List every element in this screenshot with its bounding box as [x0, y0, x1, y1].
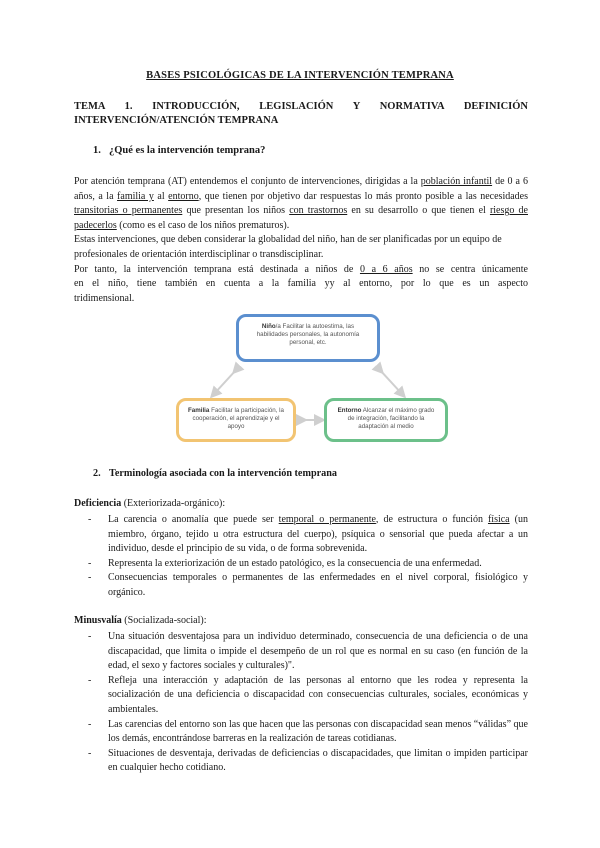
- list-item: - La carencia o anomalía que puede ser temporal o permanente, de estructura o función física (un miembro, órgano, tejido u otra estructura del cuerpo), psíquica o sensorial que pueda afectar a un individuo, desde el principio de su vida, o de forma sobrevenida.: [88, 514, 528, 555]
- tridimensional-diagram: [176, 312, 452, 442]
- diagram-box-entorno: Entorno Alcanzar el máximo grado de integración, facilitando la adaptación al medio: [324, 398, 448, 442]
- section1-number: 1.: [93, 145, 101, 156]
- list-item: - Representa la exteriorización de un estado patológico, es la consecuencia de una enfermedad.: [88, 557, 482, 569]
- tema-heading: [74, 100, 528, 128]
- list-item: - Las carencias del entorno son las que hacen que las personas con discapacidad sean menos “válidas” que los demás, encontrándose barreras en la realización de tareas cotidianas.: [88, 718, 528, 745]
- paragraph-definition: Por atención temprana (AT) entendemos el conjunto de intervenciones, dirigidas a la población infantil de 0 a 6 años, a la familia y al entorno, que tienen por objetivo dar respuestas lo más pronto posible a las necesidades transitorias o permanentes que presentan los niños con trastornos en su desarrollo o que tienen el riesgo de padecerlos (como es el caso de los niños prematuros).: [74, 176, 528, 231]
- link-trastornos: con trastornos: [289, 205, 348, 217]
- document-title: BASES PSICOLÓGICAS DE LA INTERVENCIÓN TEMPRANA: [146, 70, 454, 81]
- link-familia: familia y: [117, 190, 154, 202]
- minusvalia-term: Minusvalía: [74, 615, 122, 626]
- section1-body: [74, 175, 528, 306]
- deficiencia-term: Deficiencia: [74, 498, 122, 509]
- section1-heading: [93, 145, 265, 156]
- link-temporal-permanente: temporal o permanente: [278, 514, 376, 525]
- list-item: - Una situación desventajosa para un individuo determinado, consecuencia de una deficiencia o de una discapacidad, que limita o impide el desempeño de un rol que es normal en su caso (en función de la edad, el sexo y factores sociales y culturales)".: [88, 631, 528, 672]
- list-item: - Consecuencias temporales o permanentes de las enfermedades en el nivel corporal, fisiológico y orgánico.: [88, 572, 528, 598]
- paragraph-tridimensional: Por tanto, la intervención temprana está destinada a niños de 0 a 6 años no se centra únicamente en el niño, tiene también en cuenta a la familia yy al entorno, por lo que es un aspecto tridimensional.: [74, 263, 528, 304]
- link-entorno: entorno: [168, 190, 199, 202]
- tema-heading-line2: INTERVENCIÓN/ATENCIÓN TEMPRANA: [74, 115, 279, 126]
- list-item: - Situaciones de desventaja, derivadas de deficiencias o discapacidades, que limitan o impiden participar en cualquier hecho cotidiano.: [88, 747, 528, 774]
- deficiencia-heading: Deficiencia (Exteriorizada-orgánico):: [74, 498, 226, 509]
- link-riesgo: riesgo de padecerlos: [74, 205, 528, 231]
- diagram-box-familia: Familia Facilitar la participación, la cooperación, el aprendizaje y el apoyo: [176, 398, 296, 442]
- section2-heading: [93, 468, 337, 479]
- arrow-nino-entorno: [380, 370, 402, 394]
- tema-heading-line1: TEMA 1. INTRODUCCIÓN, LEGISLACIÓN Y NORMATIVA DEFINICIÓN: [74, 101, 528, 112]
- paragraph-globalidad: Estas intervenciones, que deben considerar la globalidad del niño, han de ser planificadas por un equipo de profesionales de orientación interdisciplinar o transdisciplinar.: [74, 234, 502, 260]
- link-fisica: física: [487, 514, 510, 525]
- arrow-nino-familia: [214, 370, 236, 394]
- link-0-a-6: 0 a 6 años: [359, 263, 413, 275]
- section1-title: ¿Qué es la intervención temprana?: [109, 145, 266, 156]
- link-poblacion-infantil: población infantil: [420, 176, 493, 187]
- section2-number: 2.: [93, 468, 101, 479]
- link-transitorias: transitorias o permanentes: [74, 205, 183, 217]
- diagram-box-nino: Niño/a Facilitar la autoestima, las habilidades personales, la autonomía personal, etc.: [236, 314, 380, 362]
- section2-title: Terminología asociada con la intervención temprana: [109, 468, 337, 479]
- minusvalia-heading: Minusvalía (Socializada-social):: [74, 615, 207, 626]
- list-item: - Refleja una interacción y adaptación de las personas al entorno que les rodea y representa la socialización de una deficiencia o discapacidad con consecuencias culturales, sociales, económicas y ambientales.: [88, 674, 528, 715]
- deficiencia-list: [88, 513, 528, 601]
- minusvalia-list: [88, 630, 528, 776]
